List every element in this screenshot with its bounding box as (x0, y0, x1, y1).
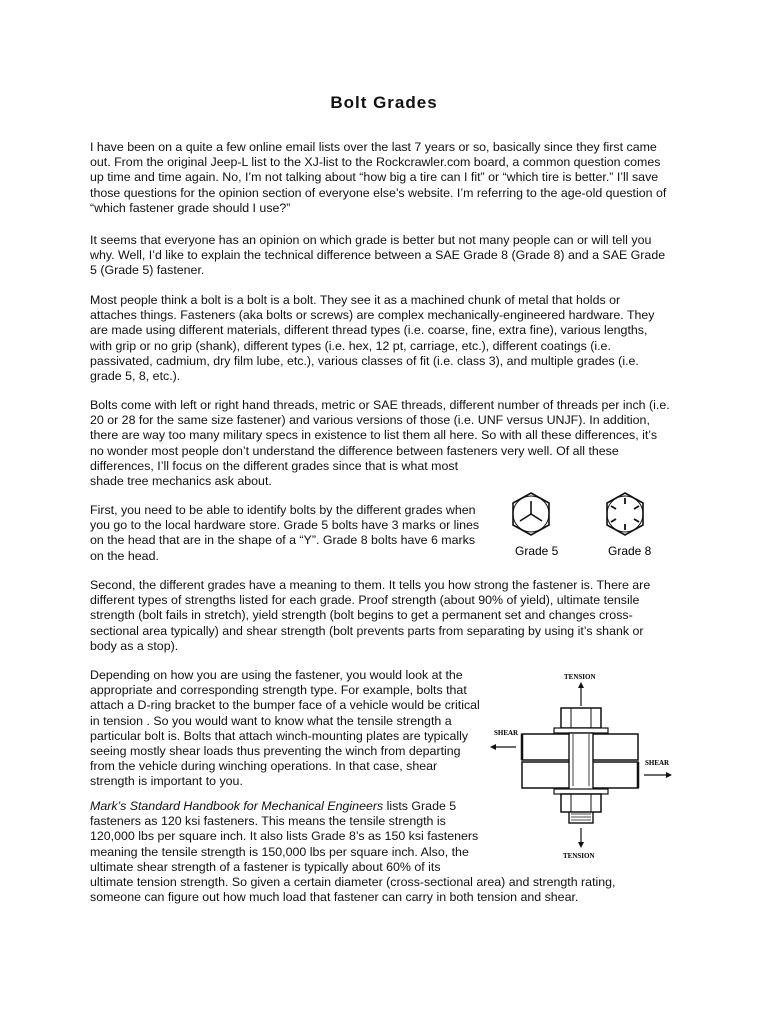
text-line: First, you need to be able to identify bolts by the different grades when (90, 503, 476, 517)
shear-right-arrow-icon (644, 772, 672, 778)
text-line: strength (bolt fails in stretch), yield strength (bolt begins to get a permanent set and changes cross- (90, 608, 633, 623)
text-line: someone can figure out how much load that fastener can carry in both tension and shear. (90, 890, 579, 905)
grade-8-label: Grade 8 (608, 544, 652, 558)
text-line: meaning the tensile strength is 150,000 lbs per square inch. Also, the (90, 844, 469, 859)
text-line: out. From the original Jeep-L list to the XJ-list to the Rockcrawler.com board, a common question comes (90, 155, 661, 170)
text-line: passivated, cadmium, dry film lube, etc.), various classes of fit (i.e. class 3), and multiple grades (i.e. (90, 353, 639, 368)
handbook-title: Mark’s Standard Handbook for Mechanical Engineers (90, 799, 384, 813)
text-line (90, 799, 682, 814)
text-line: It seems that everyone has an opinion on which grade is better but not many people can or will tell you (90, 233, 652, 247)
bolt-head-icon (554, 708, 608, 733)
text-line: seeing mostly shear loads thus preventing the winch from departing (90, 744, 461, 759)
paragraph-usage (90, 668, 485, 790)
text-line: I have been on a quite a few online email lists over the last 7 years or so, basically since they first came (90, 140, 657, 154)
tension-top-label: TENSION (564, 673, 596, 681)
paragraph-intro (90, 140, 682, 216)
paragraph-threads (90, 398, 682, 489)
text-line: shade tree mechanics ask about. (90, 474, 272, 489)
handbook-line-rest: lists Grade 5 (383, 799, 457, 813)
text-line: “which fastener grade should I use?” (90, 200, 291, 215)
text-line: up time and time again. No, I’m not talking about “how big a tire can I fit” or “which tire is better.” I’ll save (90, 170, 659, 185)
grade-8-bolt-head-icon (607, 493, 643, 535)
grade-5-bolt-head-icon (513, 493, 549, 535)
text-line: particular bolt is. Bolts that attach winch-mounting plates are typically (90, 728, 469, 743)
text-line: attach a D-ring bracket to the bumper face of a vehicle would be critical (90, 698, 480, 713)
text-line: Depending on how you are using the fastener, you would look at the (90, 668, 463, 682)
text-line: fasteners as 120 ksi fasteners. This means the tensile strength is (90, 814, 446, 829)
text-line: strength is important to you. (90, 774, 243, 789)
page-title: Bolt Grades (330, 93, 438, 112)
paragraph-handbook (90, 799, 682, 905)
paragraph-strength-types (90, 578, 682, 654)
paragraph-opinion (90, 233, 682, 279)
text-line: those questions for the opinion section of everyone else’s website. I’m referring to the age-old question of (90, 185, 667, 200)
grade-5-label: Grade 5 (515, 544, 559, 558)
text-line: ultimate tension strength. So given a certain diameter (cross-sectional area) and strength rating, (90, 875, 616, 890)
text-line: different types of strengths listed for each grade. Proof strength (about 90% of yield), ultimate tensile (90, 593, 640, 608)
text-line: on the head. (90, 548, 159, 563)
paragraph-fasteners (90, 293, 682, 384)
text-line: 120,000 lbs per square inch. It also lists Grade 8’s as 150 ksi fasteners (90, 829, 479, 844)
text-line: from the vehicle during winching operations. In that case, shear (90, 759, 438, 774)
text-line: attaches things. Fasteners (aka bolts or screws) are complex mechanically-engineered hardware. They (90, 308, 655, 323)
shear-left-label: SHEAR (494, 729, 519, 737)
text-line: Second, the different grades have a meaning to them. It tells you how strong the fastener is. There are (90, 578, 651, 592)
text-line: 20 or 28 for the same size fastener) and various versions of those (i.e. UNF versus UNJF). In addition, (90, 413, 650, 428)
tension-up-arrow-icon (578, 682, 584, 706)
text-line: 5 (Grade 5) fastener. (90, 263, 205, 278)
text-line: body as a stop). (90, 638, 179, 653)
text-line: grade 5, 8, etc.). (90, 369, 181, 384)
text-line: Most people think a bolt is a bolt is a bolt. They see it as a machined chunk of metal that holds or (90, 293, 621, 307)
bolt-head-markings-figure (505, 490, 675, 565)
text-line: differences, I’ll focus on the different grades since that is what most (90, 458, 459, 473)
text-line: with grip or no grip (shank), different types (i.e. hex, 12 pt, carriage, etc.), different coatings (i.e. (90, 338, 611, 353)
paragraph-identify (90, 503, 490, 564)
text-line: there are way too many military specs in existence to list them all here. So with all these differences, it’s (90, 428, 658, 443)
text-line: no wonder most people don’t understand the difference between fasteners very well. Of all these (90, 443, 619, 458)
text-line: in tension . So you would want to know what the tensile strength a (90, 713, 452, 728)
text-line: are made using different materials, different thread types (i.e. coarse, fine, extra fine), various lengths, (90, 323, 648, 338)
text-line: appropriate and corresponding strength type. For example, bolts that (90, 683, 467, 698)
text-line: why. Well, I’d like to explain the technical difference between a SAE Grade 8 (Grade 8) and a SAE Grade (90, 248, 666, 263)
text-line: Bolts come with left or right hand threads, metric or SAE threads, different number of threads per inch (i.e. (90, 398, 670, 412)
tension-bottom-label: TENSION (563, 852, 595, 860)
shear-left-arrow-icon (490, 744, 516, 750)
text-line: you go to the local hardware store. Grade 5 bolts have 3 marks or lines (90, 518, 480, 533)
text-line: ultimate shear strength of a fastener is typically about 60% of its (90, 859, 441, 874)
shear-right-label: SHEAR (645, 759, 670, 767)
text-line: sectional area typically) and shear strength (bolt prevents parts from separating by using it’s shank or (90, 623, 644, 638)
text-line: on the head that are in the shape of a “Y”. Grade 8 bolts have 6 marks (90, 533, 476, 548)
